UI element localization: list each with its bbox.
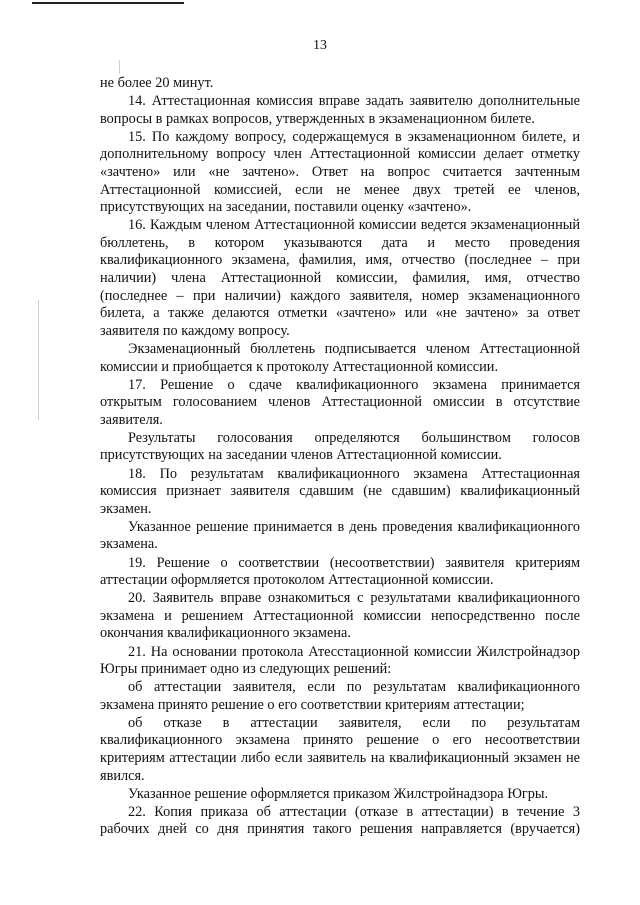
- paragraph-20: 20. Заявитель вправе ознакомиться с результатами квалификационного экзамена и решением Аттестационной комиссии непосредственно после окончания квалификационного экзамена.: [100, 590, 580, 642]
- document-body: [100, 75, 580, 839]
- paragraph-22: 22. Копия приказа об аттестации (отказе в аттестации) в течение 3 рабочих дней со дня принятия такого решения направляется (вручается): [100, 803, 580, 838]
- paragraph-16-bulletin: Экзаменационный бюллетень подписывается членом Аттестационной комиссии и приобщается к протоколу Аттестационной комиссии.: [100, 340, 580, 375]
- paragraph-18: 18. По результатам квалификационного экзамена Аттестационная комиссия признает заявителя сдавшим (не сдавшим) квалификационный экзамен.: [100, 465, 580, 517]
- paragraph-21-refusal: об отказе в аттестации заявителя, если по результатам квалификационного экзамена принято решение о его несоответствии критериям аттестации либо если заявитель на квалификационный экзамен не явился.: [100, 714, 580, 784]
- paragraph-17: 17. Решение о сдаче квалификационного экзамена принимается открытым голосованием членов Аттестационной омиссии в отсутствие заявителя.: [100, 376, 580, 428]
- top-rule: [32, 2, 184, 4]
- paragraph-17-results: Результаты голосования определяются большинством голосов присутствующих на заседании членов Аттестационной комиссии.: [100, 429, 580, 464]
- paragraph-15: 15. По каждому вопросу, содержащемуся в экзаменационном билете, и дополнительному вопросу член Аттестационной комиссии делает отметку «зачтено» или «не зачтено». Ответ на вопрос считается зачтенным Аттестационной комиссией, если не менее двух третей ее членов, присутствующих на заседании, поставили оценку «зачтено».: [100, 128, 580, 216]
- paragraph-19: 19. Решение о соответствии (несоответствии) заявителя критериям аттестации оформляется протоколом Аттестационной комиссии.: [100, 554, 580, 589]
- paragraph-21-attestation: об аттестации заявителя, если по результатам квалификационного экзамена принято решение о его соответствии критериям аттестации;: [100, 679, 580, 713]
- paragraph-21-order: Указанное решение оформляется приказом Жилстройнадзора Югры.: [128, 785, 549, 802]
- margin-mark-top: [119, 60, 120, 74]
- page-number: 13: [313, 38, 327, 53]
- paragraph-16: 16. Каждым членом Аттестационной комиссии ведется экзаменационный бюллетень, в котором указываются дата и место проведения квалификационного экзамена, фамилия, имя, отчество (последнее – при наличии) члена Аттестационной комиссии, фамилия, имя, отчество (последнее – при наличии) каждого заявителя, номер экзаменационного билета, а также делаются отметки «зачтено» или «не зачтено» за ответ заявителя по каждому вопросу.: [100, 217, 580, 339]
- paragraph-21: 21. На основании протокола Атесстационной комиссии Жилстройнадзор Югры принимает одно из следующих решений:: [100, 643, 580, 678]
- paragraph-14: 14. Аттестационная комиссия вправе задать заявителю дополнительные вопросы в рамках вопросов, утвержденных в экзаменационном билете.: [100, 93, 580, 127]
- paragraph-continuation: не более 20 минут.: [100, 75, 214, 91]
- paragraph-18-decision: Указанное решение принимается в день проведения квалификационного экзамена.: [100, 518, 580, 553]
- margin-mark-left: [38, 300, 39, 420]
